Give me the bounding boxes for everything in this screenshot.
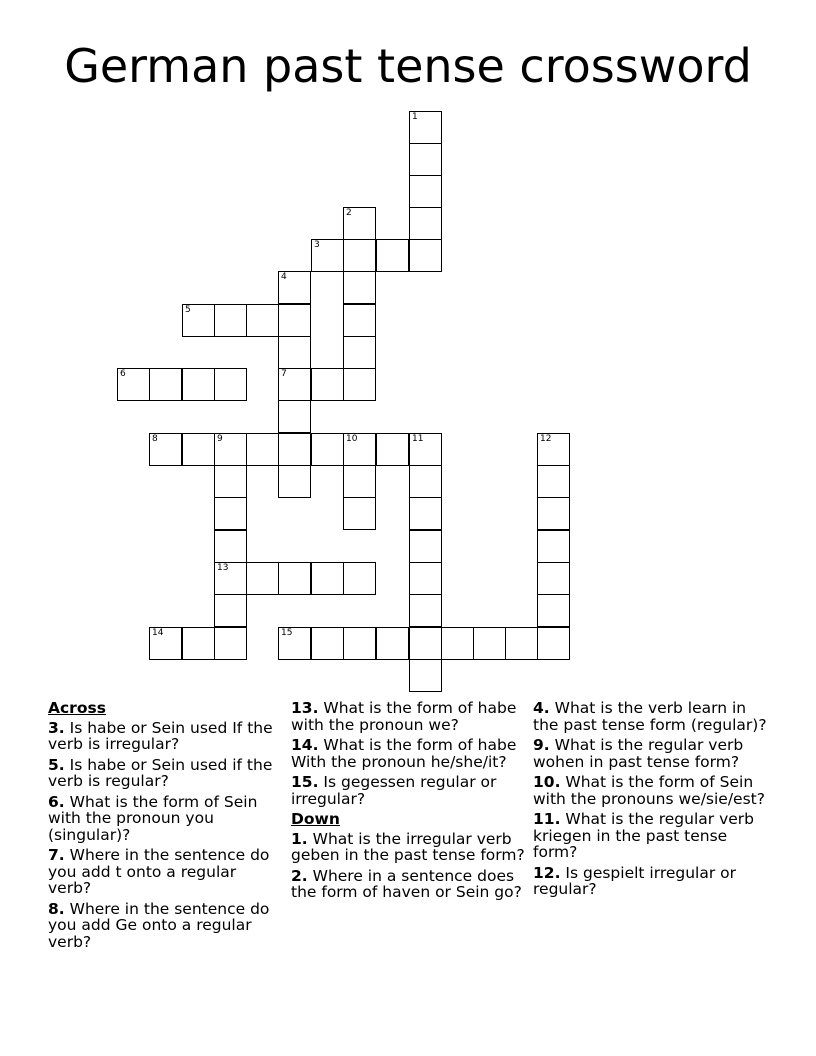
crossword-cell[interactable] xyxy=(409,530,442,563)
cell-number: 6 xyxy=(120,369,126,379)
cell-number: 1 xyxy=(412,112,418,122)
clue-number: 7. xyxy=(48,846,65,864)
clue-across-15 xyxy=(291,774,526,807)
clue-text: Where in the sentence do you add Ge onto a regular verb? xyxy=(48,899,270,951)
clue-number: 12. xyxy=(533,863,561,882)
crossword-cell[interactable] xyxy=(343,368,376,401)
crossword-cell[interactable] xyxy=(537,627,570,660)
crossword-cell[interactable] xyxy=(409,627,442,660)
clue-text: What is the form of Sein with the pronouns we/sie/est? xyxy=(533,773,765,808)
crossword-cell[interactable] xyxy=(278,433,311,466)
clue-across-8 xyxy=(48,901,283,951)
cell-number: 5 xyxy=(185,305,191,315)
clue-text: Is gespielt irregular or regular? xyxy=(533,863,737,898)
cell-number: 8 xyxy=(152,434,158,444)
crossword-cell[interactable] xyxy=(343,433,376,466)
crossword-cell[interactable] xyxy=(343,465,376,498)
clue-text: Is gegessen regular or irregular? xyxy=(291,773,497,808)
crossword-cell[interactable] xyxy=(149,627,182,660)
clue-down-10 xyxy=(533,774,768,807)
crossword-cell[interactable] xyxy=(409,175,442,208)
clue-text: What is the irregular verb geben in the past tense form? xyxy=(291,829,525,864)
crossword-cell[interactable] xyxy=(278,304,311,337)
crossword-cell[interactable] xyxy=(214,465,247,498)
crossword-cell[interactable] xyxy=(441,627,474,660)
clue-number: 6. xyxy=(48,792,65,811)
clue-number: 13. xyxy=(291,699,319,717)
crossword-cell[interactable] xyxy=(409,207,442,240)
crossword-cell[interactable] xyxy=(343,239,376,272)
clue-across-7 xyxy=(48,847,283,897)
crossword-cell[interactable] xyxy=(376,627,409,660)
cell-number: 3 xyxy=(314,240,320,250)
crossword-cell[interactable] xyxy=(473,627,506,660)
clue-number: 2. xyxy=(291,866,308,885)
clue-text: What is the form of habe with the pronoun we? xyxy=(291,699,517,734)
clue-text: What is the form of habe With the pronoun he/she/it? xyxy=(291,736,517,771)
crossword-cell[interactable] xyxy=(311,239,344,272)
crossword-cell[interactable] xyxy=(182,433,215,466)
crossword-cell[interactable] xyxy=(537,433,570,466)
crossword-cell[interactable] xyxy=(409,497,442,530)
crossword-cell[interactable] xyxy=(278,627,311,660)
crossword-cell[interactable] xyxy=(537,594,570,627)
clue-across-3 xyxy=(48,720,283,753)
clue-down-4 xyxy=(533,700,768,733)
cell-number: 7 xyxy=(281,369,287,379)
crossword-cell[interactable] xyxy=(246,433,279,466)
clue-text: What is the regular verb wohen in past tense form? xyxy=(533,736,744,771)
crossword-cell[interactable] xyxy=(214,594,247,627)
clue-across-5 xyxy=(48,757,283,790)
crossword-cell[interactable] xyxy=(409,143,442,176)
clue-down-9 xyxy=(533,737,768,770)
crossword-cell[interactable] xyxy=(343,304,376,337)
crossword-cell[interactable] xyxy=(246,304,279,337)
crossword-cell[interactable] xyxy=(278,400,311,433)
crossword-cell[interactable] xyxy=(343,271,376,304)
cell-number: 11 xyxy=(412,434,424,444)
clue-text: What is the form of Sein with the pronoun you (singular)? xyxy=(48,792,258,844)
crossword-cell[interactable] xyxy=(214,530,247,563)
crossword-cell[interactable] xyxy=(214,562,247,595)
crossword-cell[interactable] xyxy=(409,465,442,498)
clue-number: 5. xyxy=(48,755,65,774)
crossword-cell[interactable] xyxy=(343,336,376,369)
clue-across-6 xyxy=(48,794,283,844)
crossword-cell[interactable] xyxy=(343,562,376,595)
clue-down-1 xyxy=(291,831,526,864)
cell-number: 14 xyxy=(152,628,164,638)
crossword-cell[interactable] xyxy=(311,627,344,660)
crossword-cell[interactable] xyxy=(505,627,538,660)
clue-down-2 xyxy=(291,868,526,901)
crossword-cell[interactable] xyxy=(278,271,311,304)
crossword-cell[interactable] xyxy=(311,433,344,466)
clues-column-3 xyxy=(533,700,768,902)
down-heading: Down xyxy=(291,810,340,828)
clue-text: Is habe or Sein used if the verb is regular? xyxy=(48,755,273,790)
crossword-cell[interactable] xyxy=(537,465,570,498)
clue-across-13 xyxy=(291,700,526,733)
clue-text: What is the verb learn in the past tense form (regular)? xyxy=(533,699,767,734)
crossword-cell[interactable] xyxy=(537,530,570,563)
clues-column-1 xyxy=(48,700,283,954)
crossword-cell[interactable] xyxy=(409,659,442,692)
crossword-cell[interactable] xyxy=(537,497,570,530)
crossword-cell[interactable] xyxy=(409,433,442,466)
crossword-cell[interactable] xyxy=(182,627,215,660)
clue-text: Where in a sentence does the form of haven or Sein go? xyxy=(291,866,522,901)
clue-number: 4. xyxy=(533,699,550,717)
clue-text: What is the regular verb kriegen in the past tense form? xyxy=(533,810,754,861)
cell-number: 9 xyxy=(217,434,223,444)
crossword-cell[interactable] xyxy=(182,304,215,337)
crossword-cell[interactable] xyxy=(214,304,247,337)
crossword-cell[interactable] xyxy=(117,368,150,401)
crossword-cell[interactable] xyxy=(409,562,442,595)
clue-number: 3. xyxy=(48,718,65,737)
clue-number: 10. xyxy=(533,773,561,791)
crossword-cell[interactable] xyxy=(343,207,376,240)
crossword-cell[interactable] xyxy=(343,497,376,530)
crossword-cell[interactable] xyxy=(409,594,442,627)
crossword-cell[interactable] xyxy=(214,433,247,466)
crossword-cell[interactable] xyxy=(537,562,570,595)
crossword-cell[interactable] xyxy=(149,368,182,401)
clue-text: Where in the sentence do you add t onto a regular verb? xyxy=(48,846,270,897)
clue-number: 15. xyxy=(291,773,319,791)
clue-text: Is habe or Sein used If the verb is irregular? xyxy=(48,718,273,753)
crossword-cell[interactable] xyxy=(278,465,311,498)
crossword-cell[interactable] xyxy=(376,239,409,272)
clue-number: 8. xyxy=(48,899,65,918)
clue-down-12 xyxy=(533,865,768,898)
cell-number: 13 xyxy=(217,563,229,573)
crossword-cell[interactable] xyxy=(214,497,247,530)
crossword-cell[interactable] xyxy=(182,368,215,401)
crossword-cell[interactable] xyxy=(409,111,442,144)
page-title: German past tense crossword xyxy=(64,39,752,93)
clue-number: 14. xyxy=(291,736,319,754)
crossword-cell[interactable] xyxy=(278,368,311,401)
crossword-cell[interactable] xyxy=(409,239,442,272)
cell-number: 15 xyxy=(281,628,293,638)
clue-across-14 xyxy=(291,737,526,770)
clue-down-11 xyxy=(533,811,768,861)
cell-number: 2 xyxy=(346,208,352,218)
crossword-cell[interactable] xyxy=(246,562,279,595)
crossword-cell[interactable] xyxy=(214,627,247,660)
crossword-cell[interactable] xyxy=(311,562,344,595)
cell-number: 4 xyxy=(281,272,287,282)
crossword-cell[interactable] xyxy=(149,433,182,466)
crossword-cell[interactable] xyxy=(311,368,344,401)
cell-number: 12 xyxy=(540,434,552,444)
clue-number: 11. xyxy=(533,810,561,828)
across-heading: Across xyxy=(48,699,106,717)
clue-number: 9. xyxy=(533,736,550,754)
clues-column-2 xyxy=(291,700,526,905)
crossword-cell[interactable] xyxy=(278,336,311,369)
cell-number: 10 xyxy=(346,434,358,444)
crossword-cell[interactable] xyxy=(214,368,247,401)
crossword-cell[interactable] xyxy=(278,562,311,595)
crossword-cell[interactable] xyxy=(343,627,376,660)
clue-number: 1. xyxy=(291,829,308,848)
crossword-cell[interactable] xyxy=(376,433,409,466)
